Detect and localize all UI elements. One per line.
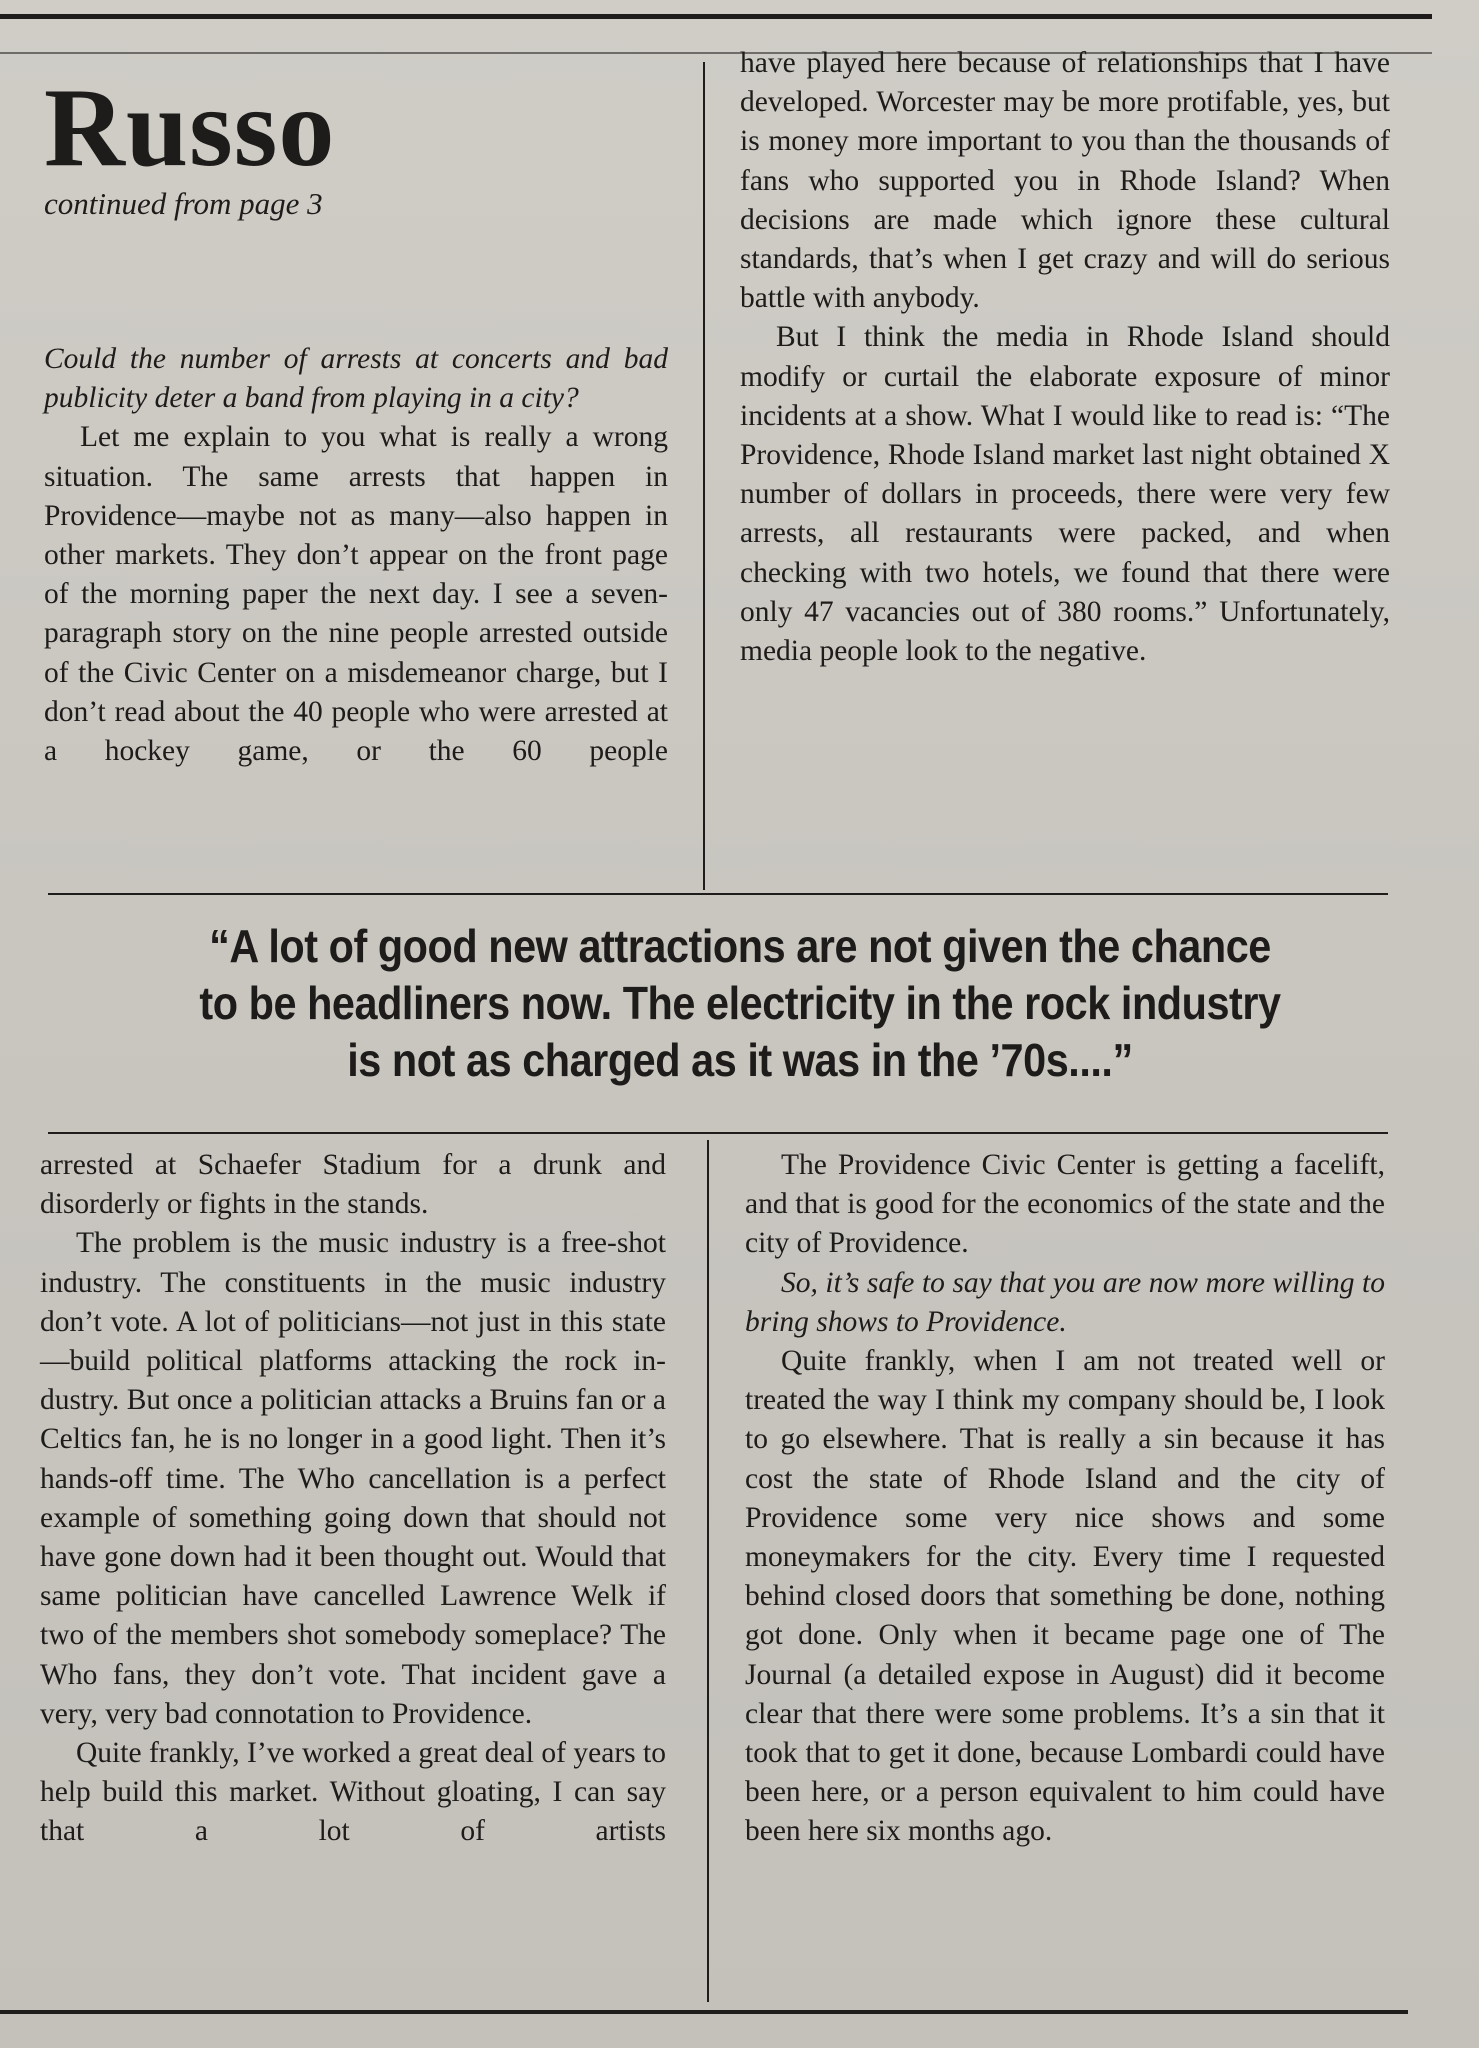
top-column-divider (703, 62, 705, 890)
interview-question: So, it’s safe to say that you are now more willing to bring shows to Providence. (745, 1266, 1385, 1338)
interview-question: Could the number of arrests at concerts and bad publicity deter a band from playing in a city? (44, 343, 668, 415)
answer-paragraph: But I think the media in Rhode Island should modify or curtail the elaborate exposure of minor incidents at a show. What I would like to read is: “The Providence, Rhode Island market last night obtained X number of dollars in proceeds, there were very few arrests, all restaurants were packed, and when checking with two hotels, we found that there were only 47 vacancies out of 380 rooms.” Unfortunately, media people look to the negative. (740, 321, 1390, 668)
article-title: Russo (44, 66, 336, 190)
pullquote-bottom-rule (48, 1132, 1388, 1134)
pullquote-top-rule (48, 893, 1388, 895)
pull-quote (128, 918, 1352, 1089)
top-rule (0, 14, 1432, 19)
answer-paragraph: Quite frankly, I’ve worked a great deal of years to help build this market. Without gloating, I can say that a lot of artists (40, 1737, 666, 1848)
pull-quote-line: to be headliners now. The electricity in the rock industry (199, 977, 1281, 1029)
answer-paragraph: arrested at Schaefer Stadium for a drunk and disorderly or fights in the stands. (40, 1149, 666, 1221)
bottom-rule (0, 2010, 1408, 2014)
pull-quote-line: is not as charged as it was in the ’70s....” (347, 1034, 1133, 1086)
answer-paragraph: Quite frankly, when I am not treated well or treated the way I think my company should be, I look to go elsewhere. That is really a sin because it has cost the state of Rhode Island and the city of Providence some very nice shows and some moneymakers for the city. Every time I requested behind closed doors that something be done, nothing got done. Only when it became page one of The Journal (a detailed expose in August) did it become clear that there were some problems. It’s a sin that it took that to get it done, because Lombardi could have been here, or a person equivalent to him could have been here six months ago. (745, 1345, 1385, 1848)
answer-paragraph: have played here because of relationships that I have developed. Worcester may be more protifable, yes, but is money more important to you than the thousands of fans who supported you in Rhode Island? When decisions are made which ignore these cultural standards, that’s when I get crazy and will do serious battle with anybody. (740, 47, 1390, 315)
answer-paragraph: The Providence Civic Center is getting a facelift, and that is good for the economics of the state and the city of Providence. (745, 1149, 1385, 1260)
column-bottom-left (40, 1146, 666, 2006)
answer-paragraph: Let me explain to you what is really a wrong situation. The same arrests that happen in Providence—maybe not as many—also happen in other markets. They don’t appear on the front page of the morning paper the next day. I see a seven-paragraph story on the nine people arrested outside of the Civic Center on a misdemeanor charge, but I don’t read about the 40 people who were arrested at a hockey game, or the 60 people (44, 421, 668, 768)
continued-note: continued from page 3 (44, 186, 323, 221)
column-top-right (740, 44, 1390, 890)
bottom-column-divider (707, 1140, 709, 2002)
column-top-left (44, 340, 668, 892)
column-bottom-right (745, 1146, 1385, 2006)
answer-paragraph: The problem is the music industry is a free-shot industry. The constituents in the music industry don’t vote. A lot of politicians—not just in this state—build political platforms attacking the rock industry. But once a politician attacks a Bruins fan or a Celtics fan, he is no longer in a good light. Then it’s hands-off time. The Who cancellation is a perfect example of something going down that should not have gone down had it been thought out. Would that same politician have cancelled Lawrence Welk if two of the members shot somebody someplace? The Who fans, they don’t vote. That incident gave a very, very bad connotation to Providence. (40, 1227, 666, 1730)
pull-quote-line: “A lot of good new attractions are not given the chance (209, 920, 1271, 972)
